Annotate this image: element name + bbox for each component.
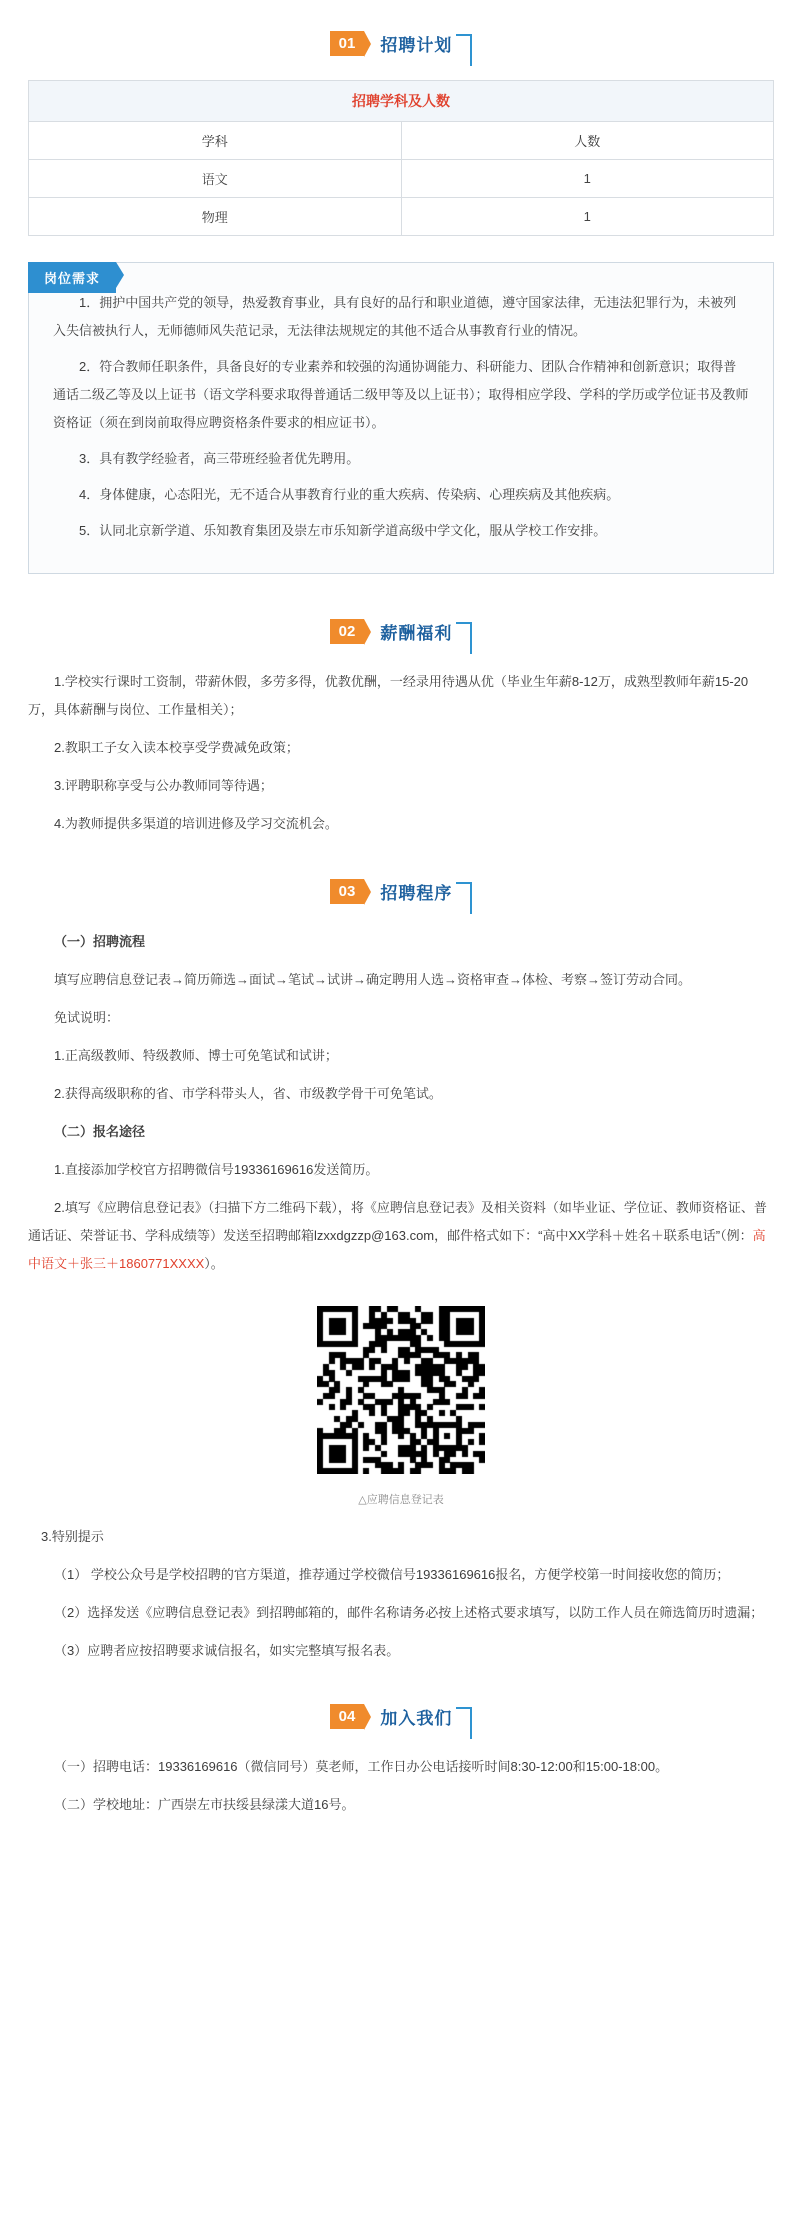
exempt-item: 1.正高级教师、特级教师、博士可免笔试和试讲； [54,1048,338,1063]
table-header-row [29,122,774,160]
qr-code-block [0,1300,802,1485]
section-header-01 [0,26,802,60]
section-title: 招聘计划 [380,35,453,55]
procedure-body [0,928,802,1278]
table-cell-count: 1 [401,160,774,198]
table-row [29,160,774,198]
tip-item: （3）应聘者应按招聘要求诚信报名，如实完整填写报名表。 [54,1643,400,1658]
table-caption: 招聘学科及人数 [29,81,774,122]
table-cell-subject: 语文 [29,160,402,198]
bracket-decoration-icon [456,622,472,654]
salary-item: 2.教职工子女入读本校享受学费减免政策； [54,740,299,755]
section-title: 薪酬福利 [380,623,453,643]
apply-email-example: 高中语文＋张三＋1860771XXXX [28,1228,766,1271]
section-number: 01 [330,31,365,56]
join-item-phone: （一）招聘电话：19336169616（微信同号）莫老师，工作日办公电话接听时间8:30-12:00和15:00-18:00。 [54,1759,669,1774]
section-number: 04 [330,1704,365,1729]
bracket-decoration-icon [456,1707,472,1739]
salary-body [0,668,802,838]
table-cell-subject: 物理 [29,198,402,236]
salary-item: 4.为教师提供多渠道的培训进修及学习交流机会。 [54,816,338,831]
table-cell-count: 1 [401,198,774,236]
recruitment-poster [0,26,802,1853]
section-number: 02 [330,619,365,644]
job-requirements-box [28,262,774,574]
join-body [0,1753,802,1819]
section-header-04 [0,1699,802,1733]
requirement-item: 3．具有教学经验者，高三带班经验者优先聘用。 [79,451,360,466]
tip-item: （1） 学校公众号是学校招聘的官方渠道，推荐通过学校微信号19336169616报名，方便学校第一时间接收您的简历； [54,1567,730,1582]
section-number: 03 [330,879,365,904]
apply-method-email [28,1194,774,1278]
tip-item: （2）选择发送《应聘信息登记表》到招聘邮箱的，邮件名称请务必按上述格式要求填写，以防工作人员在筛选简历时遗漏； [54,1605,764,1620]
procedure-subheading-flow: （一）招聘流程 [54,934,146,949]
salary-item: 1.学校实行课时工资制，带薪休假，多劳多得，优教优酬，一经录用待遇从优（毕业生年薪8-12万，成熟型教师年薪15-20万，具体薪酬与岗位、工作量相关）； [28,674,749,717]
apply-email-text-part1: 2.填写《应聘信息登记表》（扫描下方二维码下载），将《应聘信息登记表》及相关资料（如毕业证、学位证、教师资格证、普通话证、荣誉证书、学科成绩等）发送至招聘邮箱lzxxdgzzp@163.com，邮件格式如下：“高中XX学科＋姓名＋联系电话”（例： [28,1200,767,1243]
section-header-02 [0,614,802,648]
procedure-subheading-apply: （二）报名途径 [54,1124,146,1139]
qr-code-image [311,1300,491,1480]
procedure-tips [0,1523,802,1665]
qr-code-caption: △应聘信息登记表 [358,1494,444,1506]
requirement-item: 1．拥护中国共产党的领导，热爱教育事业，具有良好的品行和职业道德，遵守国家法律，无违法犯罪行为，未被列入失信被执行人，无师德师风失范记录，无法律法规规定的其他不适合从事教育行业的情况。 [53,295,737,338]
bracket-decoration-icon [456,34,472,66]
requirement-item: 2．符合教师任职条件，具备良好的专业素养和较强的沟通协调能力、科研能力、团队合作精神和创新意识；取得普通话二级乙等及以上证书（语文学科要求取得普通话二级甲等及以上证书）；取得相应学段、学科的学历或学位证书及教师资格证（须在到岗前取得应聘资格条件要求的相应证书）。 [53,359,749,430]
procedure-flow-text: 填写应聘信息登记表→简历筛选→面试→笔试→试讲→确定聘用人选→资格审查→体检、考察→签订劳动合同。 [54,972,692,987]
join-item-address: （二）学校地址：广西崇左市扶绥县绿漾大道16号。 [54,1797,355,1812]
recruitment-table-wrapper [0,80,802,236]
box-tab-label: 岗位需求 [28,262,116,293]
exempt-title: 免试说明： [54,1010,120,1025]
apply-email-text-part2: ）。 [204,1256,224,1271]
table-header-subject: 学科 [29,122,402,160]
section-title: 加入我们 [380,1708,453,1728]
table-header-count: 人数 [401,122,774,160]
section-title: 招聘程序 [380,883,453,903]
requirement-item: 4．身体健康，心态阳光，无不适合从事教育行业的重大疾病、传染病、心理疾病及其他疾病。 [79,487,620,502]
table-row [29,198,774,236]
exempt-item: 2.获得高级职称的省、市学科带头人，省、市级教学骨干可免笔试。 [54,1086,442,1101]
job-requirements-body [53,289,749,545]
apply-method-wechat: 1.直接添加学校官方招聘微信号19336169616发送简历。 [54,1162,379,1177]
table-caption-row [29,81,774,122]
tips-title: 3.特别提示 [41,1529,104,1544]
bracket-decoration-icon [456,882,472,914]
salary-item: 3.评聘职称享受与公办教师同等待遇； [54,778,273,793]
requirement-item: 5．认同北京新学道、乐知教育集团及崇左市乐知新学道高级中学文化，服从学校工作安排。 [79,523,607,538]
recruitment-table [28,80,774,236]
section-header-03 [0,874,802,908]
